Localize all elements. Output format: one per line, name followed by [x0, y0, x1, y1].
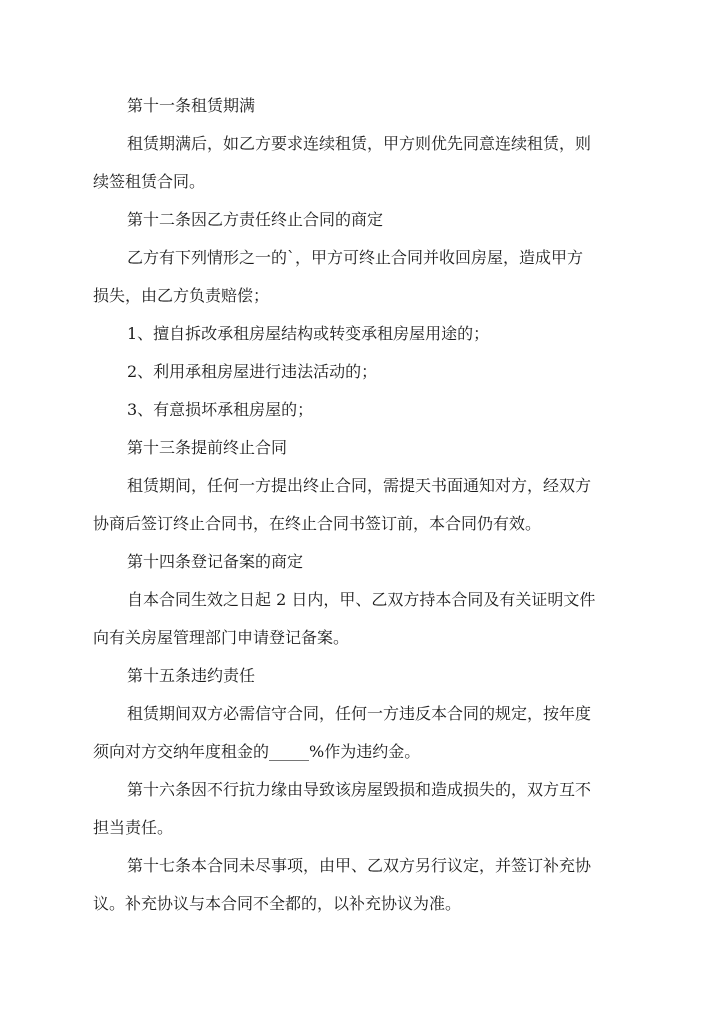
text-line: 协商后签订终止合同书，在终止合同书签订前，本合同仍有效。 [93, 514, 542, 533]
text-line: 损失，由乙方负责赔偿； [93, 286, 270, 305]
text-line: 议。补充协议与本合同不全都的，以补充协议为准。 [93, 894, 462, 913]
text-line: 租赁期间，任何一方提出终止合同，需提天书面通知对方，经双方 [127, 476, 592, 495]
text-line: 须向对方交纳年度租金的_____%作为违约金。 [93, 742, 421, 761]
text-line: 第十一条租赁期满 [127, 96, 256, 115]
text-line: 第十七条本合同未尽事项，由甲、乙双方另行议定，并签订补充协 [127, 856, 592, 875]
text-line: 第十六条因不行抗力缘由导致该房屋毁损和造成损失的，双方互不 [127, 780, 592, 799]
text-line: 向有关房屋管理部门申请登记备案。 [93, 628, 350, 647]
text-line: 第十三条提前终止合同 [127, 438, 288, 457]
text-line: 租赁期间双方必需信守合同，任何一方违反本合同的规定，按年度 [127, 704, 592, 723]
text-line: 乙方有下列情形之一的`，甲方可终止合同并收回房屋，造成甲方 [127, 248, 584, 267]
text-line: 第十四条登记备案的商定 [127, 552, 304, 571]
text-line: 续签租赁合同。 [93, 172, 206, 191]
text-line: 担当责任。 [93, 818, 174, 837]
text-line: 自本合同生效之日起 2 日内，甲、乙双方持本合同及有关证明文件 [127, 590, 596, 609]
text-line: 2、利用承租房屋进行违法活动的； [127, 362, 378, 381]
text-line: 1、擅自拆改承租房屋结构或转变承租房屋用途的； [127, 324, 490, 343]
text-line: 第十五条违约责任 [127, 666, 256, 685]
text-line: 3、有意损坏承租房屋的； [127, 400, 314, 419]
text-line: 第十二条因乙方责任终止合同的商定 [127, 210, 384, 229]
text-line: 租赁期满后，如乙方要求连续租赁，甲方则优先同意连续租赁，则 [127, 134, 592, 153]
